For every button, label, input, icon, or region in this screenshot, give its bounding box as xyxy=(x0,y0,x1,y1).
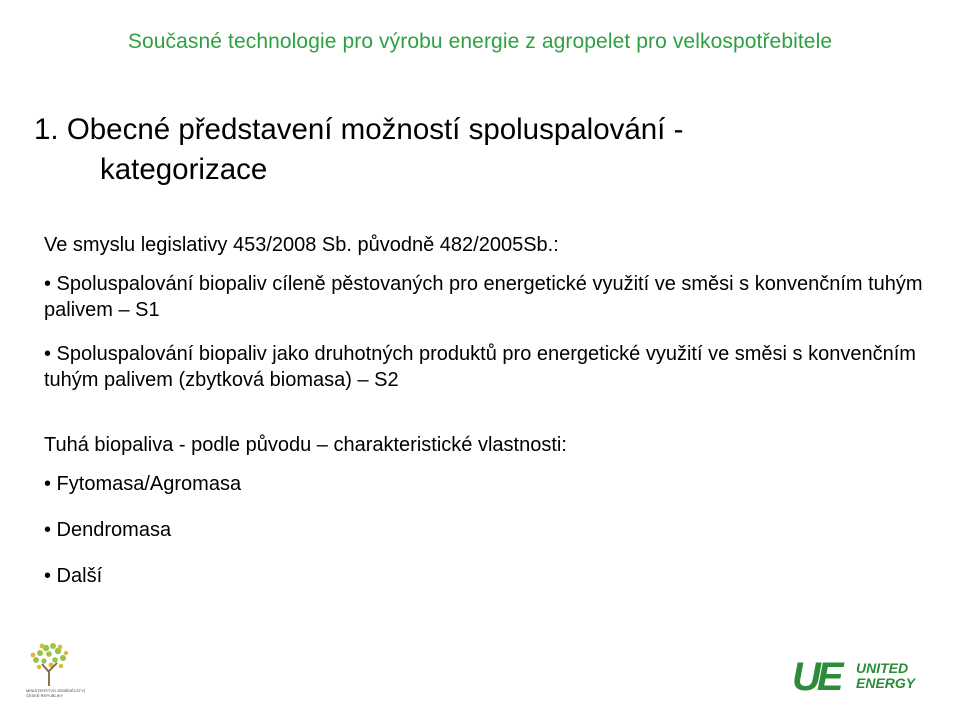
body-subheading: Tuhá biopaliva - podle původu – charakteristické vlastnosti: xyxy=(44,434,567,456)
wordmark-line2: ENERGY xyxy=(856,675,916,691)
list-item: • Fytomasa/Agromasa xyxy=(44,473,242,495)
tree-icon xyxy=(22,640,82,688)
heading-line1: Obecné představení možností spoluspalování - xyxy=(66,113,684,146)
heading-number: 1. xyxy=(34,113,59,146)
slide-body xyxy=(44,232,924,609)
wordmark-line1: UNITED xyxy=(856,660,909,676)
bullet-item: • Spoluspalování biopaliv cíleně pěstovaných pro energetické využití ve směsi s konvenčním tuhým palivem – S1 xyxy=(44,273,923,321)
list-item: • Další xyxy=(44,565,103,587)
heading-line2: kategorizace xyxy=(100,153,268,186)
united-energy-wordmark xyxy=(856,661,915,691)
body-intro: Ve smyslu legislativy 453/2008 Sb. původně 482/2005Sb.: xyxy=(44,234,559,256)
ministry-logo-caption: MINISTERSTVO ZEMĚDĚLSTVÍ ČESKÉ REPUBLIKY xyxy=(26,688,85,698)
bullet-item: • Spoluspalování biopaliv jako druhotných produktů pro energetické využití ve směsi s konvenčním tuhým palivem (zbytková biomasa) – S2 xyxy=(44,343,916,391)
slide-header-title: Současné technologie pro výrobu energie z agropelet pro velkospotřebitele xyxy=(127,30,833,53)
slide-heading xyxy=(34,110,894,190)
united-energy-logo xyxy=(792,655,934,699)
list-item: • Dendromasa xyxy=(44,519,172,541)
ministry-logo xyxy=(22,640,92,704)
united-energy-mark: UE xyxy=(792,655,840,699)
